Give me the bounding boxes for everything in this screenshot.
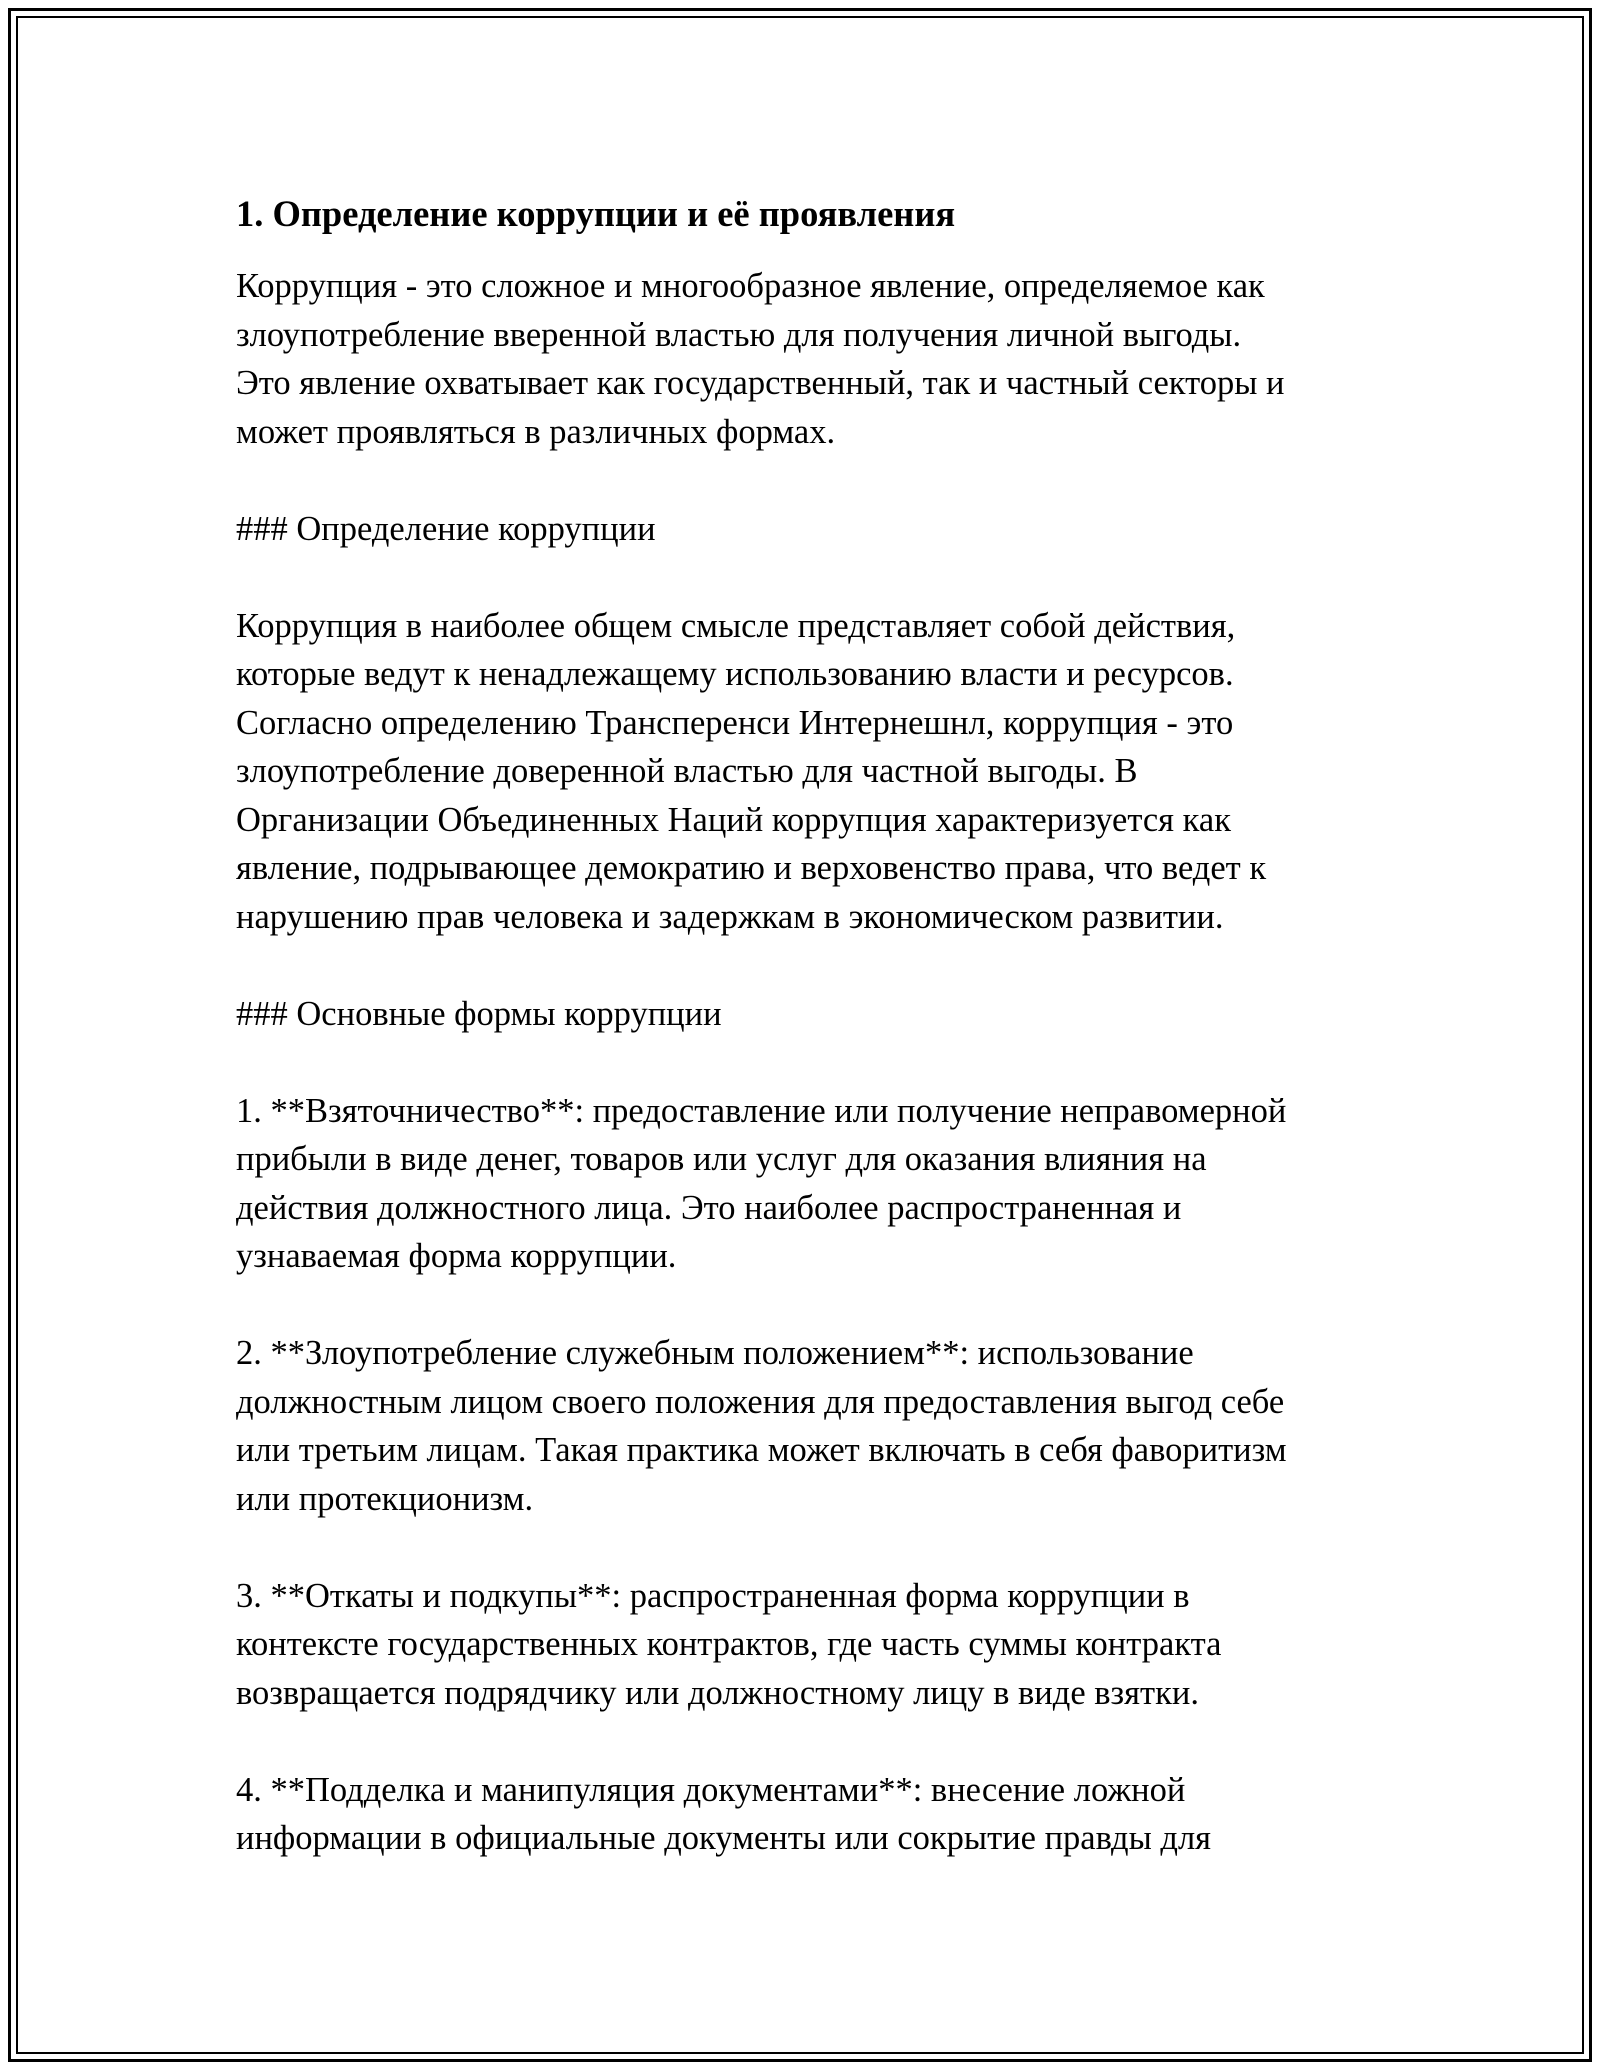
text-line: информации в официальные документы или сокрытие правды для [236, 1819, 1212, 1857]
text-line: узнаваемая форма коррупции. [236, 1237, 677, 1275]
list-item-abuse-of-office [236, 1329, 1366, 1523]
text-line: Организации Объединенных Наций коррупция характеризуется как [236, 800, 1231, 839]
text-line: злоупотребление доверенной властью для частной выгоды. В [236, 752, 1138, 790]
text-line: может проявляться в различных формах. [236, 412, 836, 451]
list-item-bribery [236, 1087, 1366, 1281]
text-line: 3. **Откаты и подкупы**: распространенная форма коррупции в [236, 1576, 1190, 1615]
list-item-kickbacks [236, 1572, 1366, 1718]
subheading-definition [236, 505, 1366, 554]
text-line: явление, подрывающее демократию и верховенство права, что ведет к [236, 849, 1267, 887]
text-line: контексте государственных контрактов, где часть суммы контракта [236, 1625, 1222, 1663]
text-line: злоупотребление вверенной властью для получения личной выгоды. [236, 315, 1242, 354]
text-line: Коррупция - это сложное и многообразное явление, определяемое как [236, 267, 1265, 305]
text-line: возвращается подрядчику или должностному лицу в виде взятки. [236, 1673, 1199, 1712]
text-line: 1. **Взяточничество**: предоставление или получение неправомерной [236, 1091, 1287, 1130]
text-line: ### Определение коррупции [236, 509, 656, 548]
text-line: нарушению прав человека и задержкам в экономическом развитии. [236, 897, 1224, 936]
subheading-forms [236, 990, 1366, 1039]
text-line: прибыли в виде денег, товаров или услуг для оказания влияния на [236, 1140, 1207, 1178]
paragraph-intro [236, 262, 1366, 456]
text-line: 4. **Подделка и манипуляция документами**: внесение ложной [236, 1770, 1186, 1809]
text-line: 2. **Злоупотребление служебным положением**: использование [236, 1334, 1194, 1372]
paragraph-definition [236, 602, 1366, 942]
section-heading: 1. Определение коррупции и её проявления [236, 193, 956, 234]
text-line: действия должностного лица. Это наиболее распространенная и [236, 1188, 1182, 1227]
text-line: Согласно определению Трансперенси Интернешнл, коррупция - это [236, 703, 1234, 742]
text-line: Это явление охватывает как государственный, так и частный секторы и [236, 364, 1285, 402]
document-body [236, 186, 1366, 1863]
text-line: или протекционизм. [236, 1479, 534, 1518]
list-item-forgery [236, 1766, 1366, 1863]
text-line: которые ведут к ненадлежащему использованию власти и ресурсов. [236, 655, 1234, 693]
text-line: или третьим лицам. Такая практика может включать в себя фаворитизм [236, 1431, 1287, 1469]
text-line: ### Основные формы коррупции [236, 994, 722, 1033]
text-line: должностным лицом своего положения для предоставления выгод себе [236, 1382, 1285, 1421]
text-line: Коррупция в наиболее общем смысле представляет собой действия, [236, 606, 1236, 645]
